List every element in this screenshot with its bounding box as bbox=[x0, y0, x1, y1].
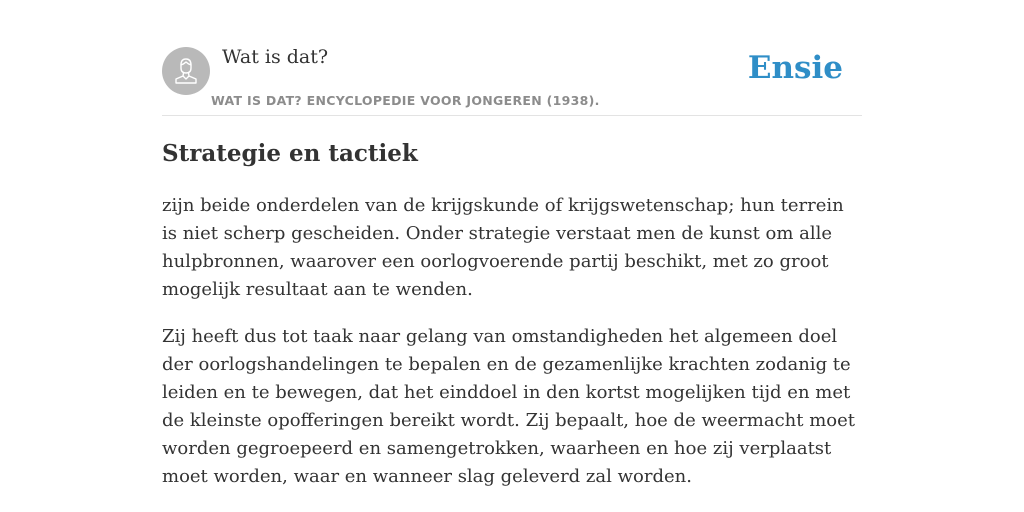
ensie-logo[interactable]: Ensie bbox=[747, 50, 843, 86]
page-container bbox=[162, 0, 862, 512]
author-avatar[interactable] bbox=[162, 47, 210, 95]
source-label[interactable]: WAT IS DAT? ENCYCLOPEDIE VOOR JONGEREN (1938). bbox=[211, 93, 600, 108]
entry-title: Strategie en tactiek bbox=[162, 140, 418, 167]
user-silhouette-icon bbox=[172, 56, 200, 86]
entry-header bbox=[162, 0, 862, 116]
entry-paragraph: Zij heeft dus tot taak naar gelang van omstandigheden het algemeen doel der oorlogshandelingen te bepalen en de gezamenlijke krachten zodanig te leiden en te bewegen, dat het einddoel in den kortst mogelijken tijd en met de kleinste opofferingen bereikt wordt. Zij bepaalt, hoe de weermacht moet worden gegroepeerd en samengetrokken, waarheen en hoe zij verplaatst moet worden, waar en wanneer slag geleverd zal worden. bbox=[162, 326, 855, 487]
entry-paragraph: zijn beide onderdelen van de krijgskunde of krijgswetenschap; hun terrein is niet scherp gescheiden. Onder strategie verstaat men de kunst om alle hulpbronnen, waarover een oorlogvoerende partij beschikt, met zo groot mogelijk resultaat aan te wenden. bbox=[162, 195, 844, 300]
entry-body bbox=[162, 192, 862, 510]
author-name[interactable]: Wat is dat? bbox=[222, 46, 329, 68]
